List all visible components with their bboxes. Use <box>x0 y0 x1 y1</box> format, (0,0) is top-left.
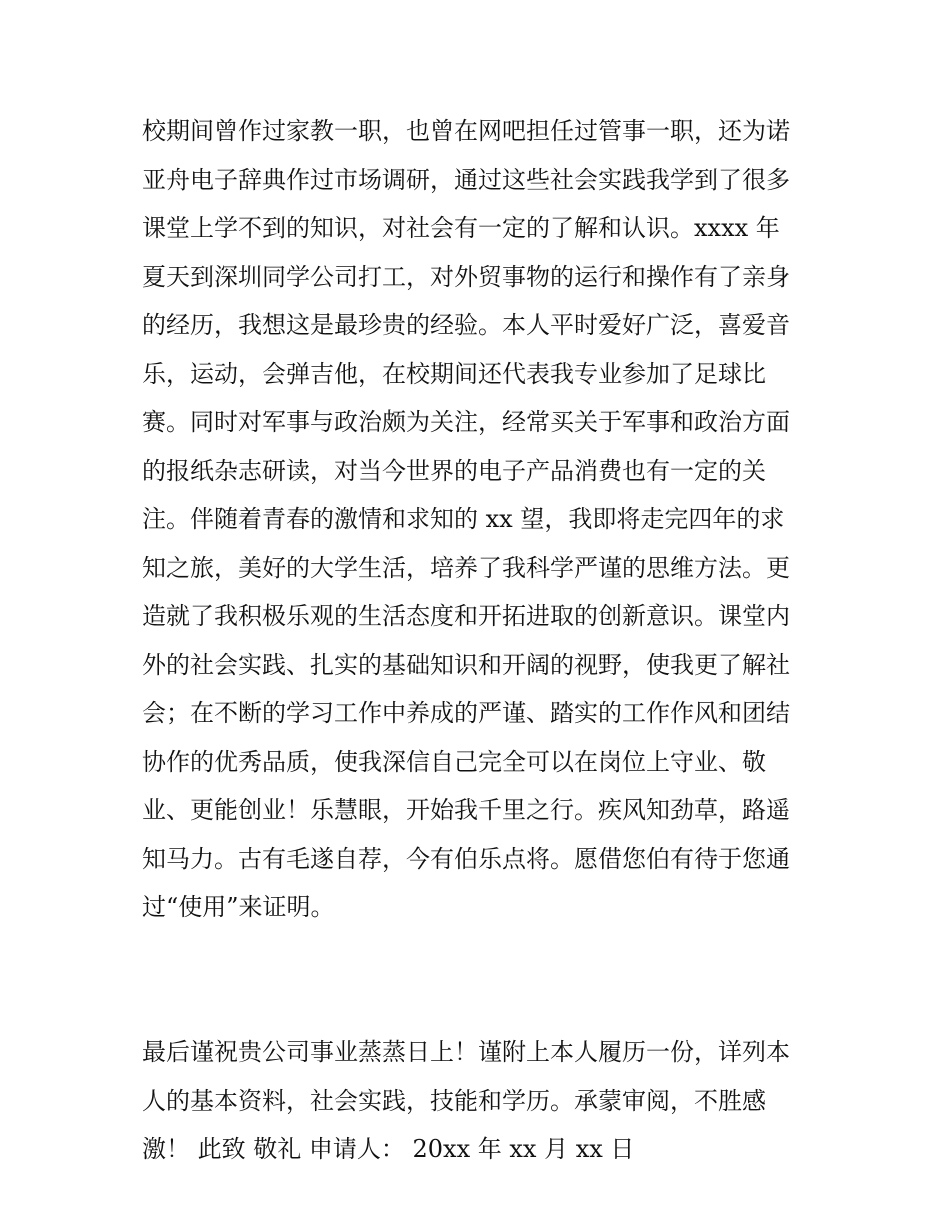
text-line: 夏天到深圳同学公司打工，对外贸事物的运行和操作有了亲身 <box>142 262 790 291</box>
text-line: 人的基本资料，社会实践，技能和学历。承蒙审阅，不胜感 <box>142 1086 766 1115</box>
text-line: 外的社会实践、扎实的基础知识和开阔的视野，使我更了解社 <box>142 650 790 679</box>
text-line: 注。伴随着青春的激情和求知的 xx 望，我即将走完四年的求 <box>142 505 785 533</box>
text-line: 乐，运动，会弹吉他，在校期间还代表我专业参加了足球比 <box>142 359 766 388</box>
text-line: 知马力。古有毛遂自荐，今有伯乐点将。愿借您伯有待于您通 <box>142 844 790 873</box>
text-line: 知之旅，美好的大学生活，培养了我科学严谨的思维方法。更 <box>142 553 790 582</box>
text-line: 校期间曾作过家教一职，也曾在网吧担任过管事一职，还为诺 <box>142 117 790 145</box>
text-line: 协作的优秀品质，使我深信自己完全可以在岗位上守业、敬 <box>142 747 766 776</box>
text-line: 业、更能创业！乐慧眼，开始我千里之行。疾风知劲草，路遥 <box>142 796 790 824</box>
text-line: 亚舟电子辞典作过市场调研，通过这些社会实践我学到了很多 <box>142 165 790 194</box>
text-line: 的报纸杂志研读，对当今世界的电子产品消费也有一定的关 <box>142 456 766 485</box>
text-line: 造就了我积极乐观的生活态度和开拓进取的创新意识。课堂内 <box>142 602 790 630</box>
text-line: 课堂上学不到的知识，对社会有一定的了解和认识。xxxx 年 <box>142 214 780 242</box>
text-line: 最后谨祝贵公司事业蒸蒸日上！谨附上本人履历一份，详列本 <box>142 1038 790 1066</box>
signature-date-line: 激！ 此致 敬礼 申请人： 20xx 年 xx 月 xx 日 <box>142 1135 635 1163</box>
body-paragraph-1 <box>142 107 822 932</box>
text-line: 过“使用”来证明。 <box>142 893 335 921</box>
text-line: 的经历，我想这是最珍贵的经验。本人平时爱好广泛，喜爱音 <box>142 311 790 339</box>
text-line: 会；在不断的学习工作中养成的严谨、踏实的工作作风和团结 <box>142 699 790 727</box>
text-line: 赛。同时对军事与政治颇为关注，经常买关于军事和政治方面 <box>142 408 790 436</box>
closing-paragraph <box>142 1028 822 1174</box>
